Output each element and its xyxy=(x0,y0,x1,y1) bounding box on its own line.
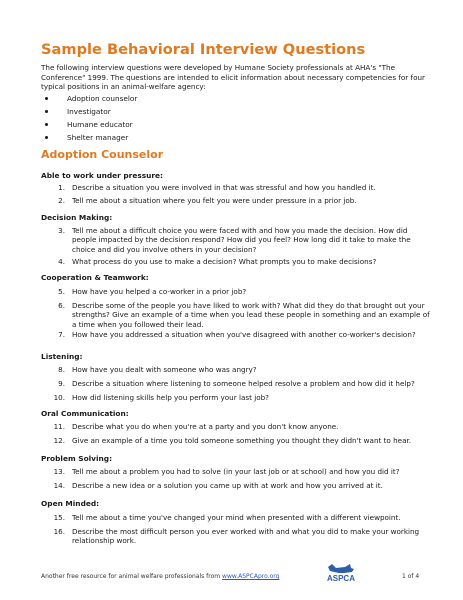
question-number: 5. xyxy=(58,287,65,296)
question-text: Tell me about a time you've changed your mind when presented with a different viewpoint. xyxy=(72,513,401,522)
aspca-logo xyxy=(322,562,360,584)
group-heading: Oral Communication: xyxy=(41,409,129,418)
page-number: 1 of 4 xyxy=(402,573,420,580)
group-heading: Open Minded: xyxy=(41,499,100,508)
question-text: Describe some of the people you have liked to work with? What did they do that brought out your strengths? Give an example of a time when you lead these people in something and an example of a time when you followed their lead. xyxy=(72,301,430,329)
question-number: 8. xyxy=(58,365,65,374)
group-heading: Problem Solving: xyxy=(41,454,113,463)
question-number: 12. xyxy=(53,436,65,445)
question-text: Describe a situation you were involved in that was stressful and how you handled it. xyxy=(72,183,376,192)
bullet-icon xyxy=(45,136,48,139)
question-text: How did listening skills help you perform your last job? xyxy=(72,393,269,402)
question-number: 4. xyxy=(58,257,65,266)
document-title: Sample Behavioral Interview Questions xyxy=(41,41,366,58)
list-item: Adoption counselor xyxy=(41,94,137,107)
section-heading: Adoption Counselor xyxy=(41,148,164,161)
list-item: Humane educator xyxy=(41,120,137,133)
list-item: Shelter manager xyxy=(41,133,137,146)
group-heading: Able to work under pressure: xyxy=(41,171,164,180)
question-text: What process do you use to make a decision? What prompts you to make decisions? xyxy=(72,257,377,266)
question-number: 2. xyxy=(58,196,65,205)
footer-text: Another free resource for animal welfare professionals from www.ASPCApro.org xyxy=(41,573,280,580)
question-text: Tell me about a difficult choice you were faced with and how you made the decision. How did people impacted by the decision respond? How did you feel? How long did it take to make the choice and did you involve others in your decision? xyxy=(72,226,411,254)
bullet-icon xyxy=(45,123,48,126)
logo-wordmark: ASPCA xyxy=(326,574,356,583)
question-number: 7. xyxy=(58,330,65,339)
positions-list xyxy=(41,94,137,146)
bullet-icon xyxy=(45,110,48,113)
question-text: Tell me about a situation where you felt you were under pressure in a prior job. xyxy=(72,196,357,205)
question-number: 6. xyxy=(58,301,65,310)
question-number: 16. xyxy=(53,527,65,536)
question-text: Tell me about a problem you had to solve (in your last job or at school) and how you did it? xyxy=(72,467,400,476)
dog-silhouette-icon xyxy=(328,564,354,573)
question-number: 3. xyxy=(58,226,65,235)
group-heading: Cooperation & Teamwork: xyxy=(41,273,149,282)
question-text: How have you helped a co-worker in a prior job? xyxy=(72,287,247,296)
intro-paragraph: The following interview questions were developed by Humane Society professionals at AHA's "The Conference" 1999. The questions are intended to elicit information about necessary competencies for four typical positions in an animal-welfare agency: xyxy=(41,63,425,92)
question-number: 15. xyxy=(53,513,65,522)
question-number: 10. xyxy=(53,393,65,402)
list-item: Investigator xyxy=(41,107,137,120)
question-number: 11. xyxy=(53,422,65,431)
aspcapro-link[interactable]: www.ASPCApro.org xyxy=(222,573,280,580)
question-text: Give an example of a time you told someone something you thought they didn't want to hear. xyxy=(72,436,412,445)
question-number: 1. xyxy=(58,183,65,192)
question-text: How have you dealt with someone who was angry? xyxy=(72,365,257,374)
question-text: Describe the most difficult person you ever worked with and what you did to make your working relationship work. xyxy=(72,527,420,546)
question-text: Describe a new idea or a solution you came up with at work and how you arrived at it. xyxy=(72,481,383,490)
question-number: 13. xyxy=(53,467,65,476)
bullet-icon xyxy=(45,97,48,100)
group-heading: Listening: xyxy=(41,352,83,361)
question-text: How have you addressed a situation when you've disagreed with another co-worker's decision? xyxy=(72,330,416,339)
question-number: 14. xyxy=(53,481,65,490)
group-heading: Decision Making: xyxy=(41,213,113,222)
question-text: Describe what you do when you're at a party and you don't know anyone. xyxy=(72,422,339,431)
question-text: Describe a situation where listening to someone helped resolve a problem and how did it help? xyxy=(72,379,415,388)
question-number: 9. xyxy=(58,379,65,388)
